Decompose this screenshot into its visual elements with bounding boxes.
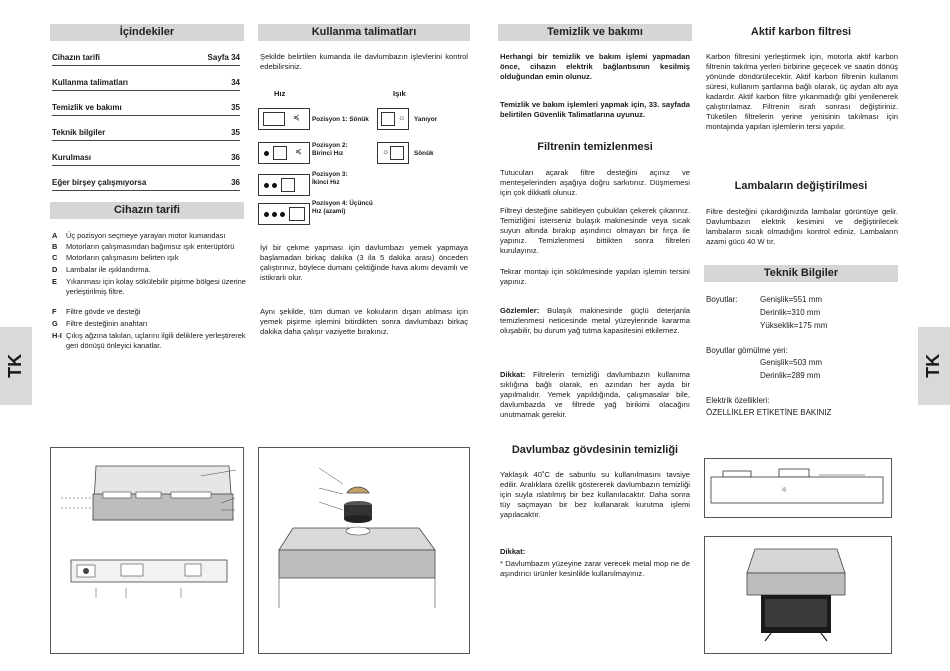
lamp-figure: [704, 458, 892, 518]
bulb-icon: ☼: [398, 113, 406, 122]
description-item: H-I Çıkış ağzına takılan, uçlarını ilgili deliklere yerleştirerek geri dönüşü önleyici kanatlar.: [52, 331, 246, 350]
speed-switch-pos2: [258, 142, 310, 164]
fan-icon: ≼: [295, 147, 302, 156]
svg-text:☼: ☼: [781, 486, 788, 494]
bulb-icon: ☼: [382, 147, 390, 156]
hood-motor-drawing: [259, 448, 471, 655]
dim-width: Genişlik=551 mm: [760, 295, 823, 304]
lamps-title: Lambaların değiştirilmesi: [734, 180, 868, 192]
carbon-filter-title: Aktif karbon filtresi: [750, 26, 852, 38]
fan-icon: ≼: [293, 113, 300, 122]
description-item: F Filtre gövde ve desteği: [52, 307, 141, 316]
description-item: B Motorların çalışmasından bağımsız ışık enterüptörü: [52, 242, 235, 251]
toc-row[interactable]: Teknik bilgiler 35: [52, 127, 240, 141]
dims-label: Boyutlar:: [706, 295, 738, 304]
toc-title: İçindekiler: [50, 24, 244, 41]
description-item: C Motorların çalışmasını belirten ışık: [52, 253, 179, 262]
toc-row[interactable]: Eğer birşey çalışmıyorsa 36: [52, 177, 240, 191]
electrical-label: Elektrik özellikleri:: [706, 396, 770, 405]
built-depth: Derinlik=289 mm: [760, 371, 821, 380]
description-item: D Lambalar ile ışıklandırma.: [52, 265, 151, 274]
position-label: Pozisyon 2: Birinci Hız: [312, 142, 348, 157]
filter-paragraph-2: Filtreyi desteğine sabitleyen çubukları çekerek çıkarınız. Temizliğini isterseniz bulaşık makinesinde veya sıcak suyun altında bırakıp aşındırıcı olmayan bir fırça ile yapınız. Temizlenmesi bittikten sonra filtreleri kurulayınız.: [500, 206, 690, 256]
position-label: Pozisyon 1: Sönük: [312, 116, 369, 123]
side-tab-left: TK: [0, 327, 32, 405]
cleaning-title: Temizlik ve bakımı: [498, 24, 692, 41]
lamp-panel-drawing: [705, 459, 893, 519]
usage-title: Kullanma talimatları: [258, 24, 470, 41]
position-label: Pozisyon 4: Üçüncü Hız (azami): [312, 200, 373, 215]
body-cleaning-title: Davlumbaz gövdesinin temizliği: [511, 444, 679, 456]
cleaning-warning-2: Temizlik ve bakım işlemleri yapmak için, 33. sayfada belirtilen Güvenlik Talimatlarına uyunuz.: [500, 100, 690, 120]
built-in-label: Boyutlar gömülme yeri:: [706, 346, 788, 355]
toc-row[interactable]: Temizlik ve bakımı 35: [52, 102, 240, 116]
description-title: Cihazın tarifi: [50, 202, 244, 219]
hood-figure-front: [50, 447, 244, 654]
speed-switch-pos4: [258, 203, 310, 225]
caution-body-label: Dikkat:: [500, 547, 526, 556]
description-item: E Yıkanması için kolay sökülebilir pişirme bölgesi üzerine yerleştirilmiş filtre.: [52, 277, 246, 296]
caution-filter: Dikkat: Filtrelerin temizliği davlumbazın kullanıma sıklığına bağlı olarak, en azından her ayda bir yapılmalıdır. Yemek yapıldığında, çalışmasalar bile, davlumbazda ve filtrede yağ birikimi olacağını unutmamak gerekir.: [500, 370, 690, 420]
hood-figure-bottom: [704, 536, 892, 654]
side-tab-right: TK: [918, 327, 950, 405]
position-label: Pozisyon 3: İkinci Hız: [312, 171, 348, 186]
carbon-filter-paragraph: Karbon filtresini yerleştirmek için, motorla aktif karbon filtrenin takılma yerleri birbirine geçecek ve saatin dönüş yönünde döndürülecektir. Aktif karbon filtrenin kullanım süresi, kullanım şartlarına bağlı olarak, üç aydan altı aya kadardır. Aktif karbon filtre yıkanmadığı gibi yenilenerek çalıştırılamaz. Filtrenin israfı sonrası değiştiriniz. Tüketilen filtrelerin yerine yenisinin takılması için montajında yapılan işlemlerin tersi yapılır.: [706, 52, 898, 132]
light-label: Işık: [393, 89, 406, 98]
caution-body-text: * Davlumbazın yüzeyine zarar verecek metal mop ne de aşındırıcı ürünler kesinlikle kullanılmayınız.: [500, 559, 690, 579]
electrical-value: ÖZELLİKLER ETİKETİNE BAKINIZ: [706, 408, 832, 417]
built-width: Genişlik=503 mm: [760, 358, 823, 367]
hood-bottom-drawing: [705, 537, 893, 655]
usage-paragraph-1: İyi bir çekme yapması için davlumbazı yemek yapmaya başlamadan birkaç dakika (3 ila 5 dakika arası) önceden çalıştırınız, böylece dumanı çektiğinde hava akımı devamlı ve istikrarlı olur.: [260, 243, 468, 283]
light-on-label: Yanıyor: [414, 116, 438, 123]
toc-row[interactable]: Cihazın tarifi Sayfa 34: [52, 52, 240, 66]
speed-switch-pos1: [258, 108, 310, 130]
usage-paragraph-2: Aynı şekilde, tüm duman ve kokuların dışarı atılması için yemek pişirme işlemini bitirdikten sonra davlumbazı birkaç dakika daha çalışır vaziyette bırakınız.: [260, 307, 468, 337]
dim-depth: Derinlik=310 mm: [760, 308, 821, 317]
filter-paragraph-1: Tutucuları açarak filtre desteğini açınız ve menteşelerinden aşağıya doğru sarkıtınız. Düşmemesi için çok dikkatli olunuz.: [500, 168, 690, 198]
speed-label: Hız: [274, 89, 286, 98]
description-item: G Filtre desteğinin anahtarı: [52, 319, 148, 328]
speed-switch-pos3: [258, 174, 310, 196]
light-switch-on: [377, 108, 409, 130]
light-off-label: Sönük: [414, 150, 434, 157]
tech-title: Teknik Bilgiler: [704, 265, 898, 282]
body-cleaning-paragraph: Yaklaşık 40˚C de sabunlu su kullanılmasını tavsiye edilir. Aralıklara özellik göstererek davlumbazın temizliği için suyla ıslatılmış bir bez kullanılacaktır. Daha sonra tüy saçmayan bir bez kullanarak kurutma işlemi yapılacaktır.: [500, 470, 690, 520]
filter-cleaning-title: Filtrenin temizlenmesi: [537, 141, 653, 153]
usage-intro: Şekilde belirtilen kumanda ile davlumbazın işlevlerini kontrol edebilirsiniz.: [260, 52, 468, 72]
cleaning-warning-1: Herhangi bir temizlik ve bakım işlemi yapmadan önce, cihazın elektrik bağlantısının kesilmiş olduğundan emin olunuz.: [500, 52, 690, 82]
hood-front-drawing: [51, 448, 245, 655]
dim-height: Yükseklik=175 mm: [760, 321, 828, 330]
hood-figure-motor: [258, 447, 470, 654]
toc-row[interactable]: Kullanma talimatları 34: [52, 77, 240, 91]
lamps-paragraph: Filtre desteğini çıkardığınızda lambalar görüntüye gelir. Davlumbazın elektrik kesimini ve değiştirilecek lambaların sıcak olmadığını kontrol ediniz. Lambaların azami gücü 40 W tır.: [706, 207, 898, 247]
description-item: A Üç pozisyon seçmeye yarayan motor kumandası: [52, 231, 226, 240]
toc-row[interactable]: Kurulması 36: [52, 152, 240, 166]
light-switch-off: [377, 142, 409, 164]
filter-paragraph-3: Tekrar montajı için sökülmesinde yapılan işlemin tersini yapınız.: [500, 267, 690, 287]
observations: Gözlemler: Bulaşık makinesinde güçlü deterjanla temizlenmesi neticesinde metal yüzeylerinde kararma oluşabilir, bu durum yağ tutma kapasitesini etkilemez.: [500, 306, 690, 336]
